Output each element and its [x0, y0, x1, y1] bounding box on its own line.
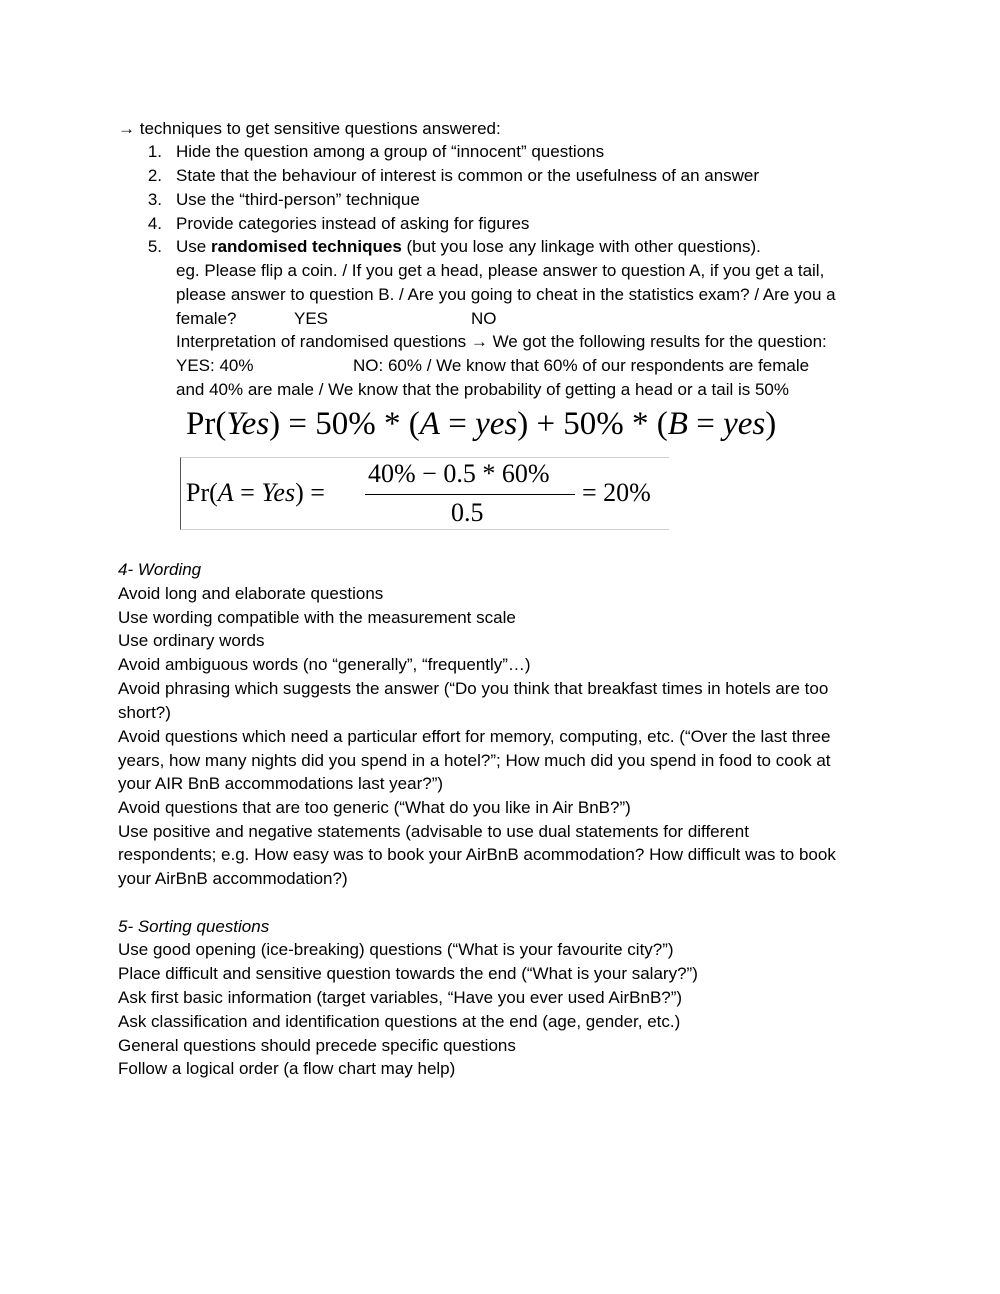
list-item: short?): [118, 703, 171, 722]
list-number: 4.: [147, 214, 162, 233]
list-item: Avoid questions that are too generic (“What do you like in Air BnB?”): [118, 798, 631, 817]
list-item: Ask first basic information (target variables, “Have you ever used AirBnB?”): [118, 988, 683, 1007]
results-yes: YES: 40%: [176, 356, 254, 375]
no-option: NO: [471, 309, 497, 328]
list-text: State that the behaviour of interest is common or the usefulness of an answer: [176, 166, 760, 185]
section-heading-wording: 4- Wording: [118, 560, 202, 579]
list-text: Use the “third-person” technique: [176, 190, 420, 209]
female-question: female?: [176, 309, 237, 328]
list-number: 2.: [147, 166, 162, 185]
formula-denominator: 0.5: [451, 498, 484, 527]
list-item: Use ordinary words: [118, 631, 265, 650]
yes-option: YES: [294, 309, 329, 328]
list-item: Use wording compatible with the measurement scale: [118, 608, 516, 627]
list-item: Avoid phrasing which suggests the answer (“Do you think that breakfast times in hotels are too: [118, 679, 829, 698]
list-number: 5.: [147, 237, 162, 256]
bold-term: randomised techniques: [210, 237, 402, 256]
list-item: Avoid ambiguous words (no “generally”, “frequently”…): [118, 655, 531, 674]
list-item: Avoid long and elaborate questions: [118, 584, 384, 603]
list-item: General questions should precede specific questions: [118, 1036, 516, 1055]
example-line: please answer to question B. / Are you going to cheat in the statistics exam? / Are you a: [176, 285, 836, 304]
probability-line: and 40% are male / We know that the probability of getting a head or a tail is 50%: [176, 380, 789, 399]
list-number: 3.: [147, 190, 162, 209]
formula-numerator: 40% − 0.5 * 60%: [368, 459, 550, 488]
results-no: NO: 60% / We know that 60% of our respondents are female: [353, 356, 810, 375]
list-item: respondents; e.g. How easy was to book your AirBnB acommodation? How difficult was to book: [118, 845, 836, 864]
list-text: Hide the question among a group of “innocent” questions: [176, 142, 605, 161]
list-item: your AirBnB accommodation?): [118, 869, 348, 888]
formula-result: = 20%: [582, 478, 651, 507]
intro-line: → techniques to get sensitive questions answered:: [118, 119, 501, 138]
list-number: 1.: [147, 142, 162, 161]
list-item: Use good opening (ice-breaking) questions (“What is your favourite city?”): [118, 940, 674, 959]
formula-lhs: Pr(A = Yes) =: [186, 478, 325, 507]
list-item: years, how many nights did you spend in a hotel?”; How much did you spend in food to cook at: [118, 751, 831, 770]
list-text: Use randomised techniques (but you lose any linkage with other questions).: [176, 237, 761, 256]
list-item: Use positive and negative statements (advisable to use dual statements for different: [118, 822, 749, 841]
list-item: your AIR BnB accommodations last year?”): [118, 774, 444, 793]
section-heading-sorting: 5- Sorting questions: [118, 917, 270, 936]
formula-probability-yes: Pr(Yes) = 50% * (A = yes) + 50% * (B = yes): [186, 406, 777, 442]
list-item: Place difficult and sensitive question towards the end (“What is your salary?”): [118, 964, 698, 983]
list-text: Provide categories instead of asking for figures: [176, 214, 530, 233]
list-item: Avoid questions which need a particular effort for memory, computing, etc. (“Over the last three: [118, 727, 831, 746]
example-line: eg. Please flip a coin. / If you get a head, please answer to question A, if you get a tail,: [176, 261, 825, 280]
interpretation-line: Interpretation of randomised questions → We got the following results for the question:: [176, 332, 827, 351]
list-item: Ask classification and identification questions at the end (age, gender, etc.): [118, 1012, 681, 1031]
fraction-bar: [365, 494, 575, 495]
list-item: Follow a logical order (a flow chart may help): [118, 1059, 456, 1078]
